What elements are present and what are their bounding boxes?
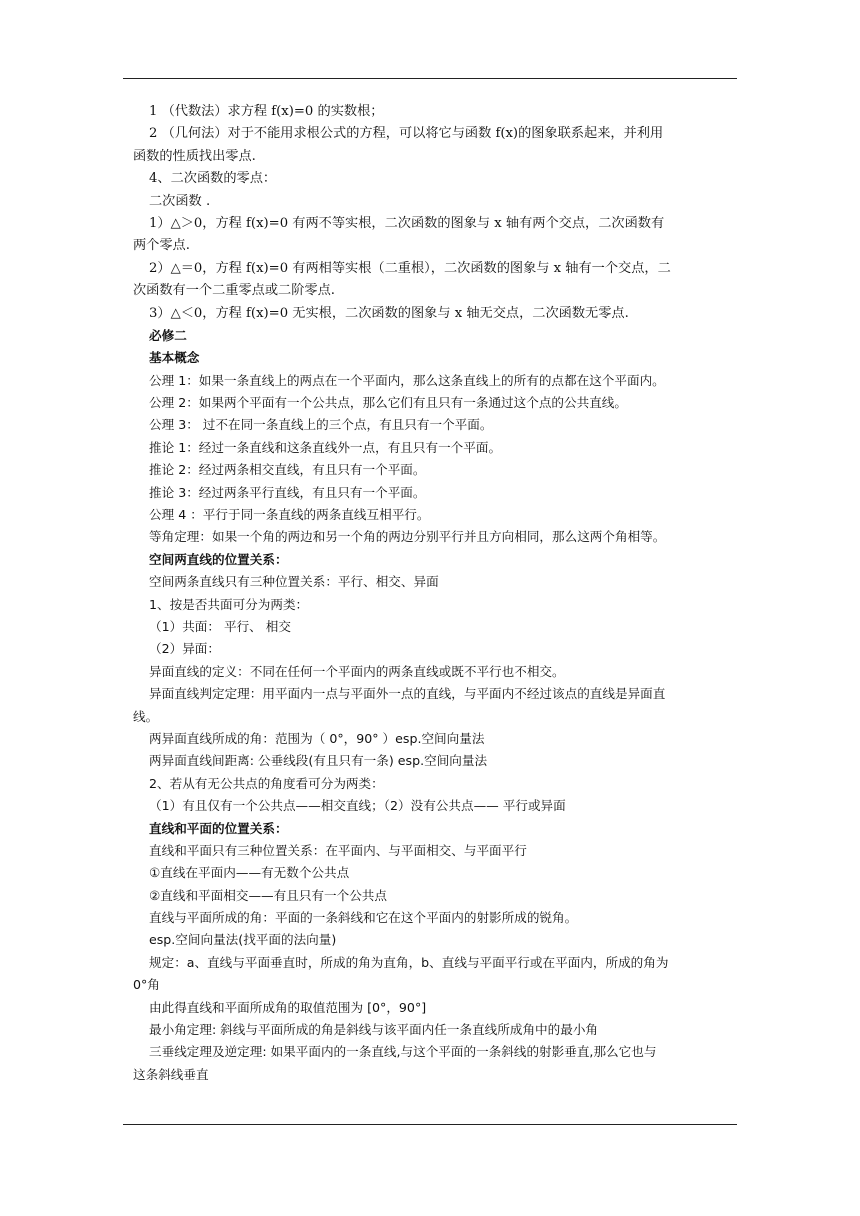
text-line: 公理 4 ：平行于同一条直线的两条直线互相平行。 (149, 507, 430, 523)
text-line: 推论 1：经过一条直线和这条直线外一点，有且只有一个平面。 (149, 439, 502, 455)
text-line: 4、二次函数的零点： (149, 171, 277, 187)
text-line: 2、若从有无公共点的角度看可分为两类： (149, 775, 384, 791)
text-line: 公理 1：如果一条直线上的两点在一个平面内，那么这条直线上的所有的点都在这个平面内。 (149, 372, 665, 388)
text-line: 两个零点. (133, 238, 190, 254)
text-line: 这条斜线垂直 (133, 1066, 209, 1082)
text-line: 线。 (133, 708, 159, 724)
text-line: 推论 2：经过两条相交直线，有且只有一个平面。 (149, 462, 426, 478)
text-line: 二次函数 . (149, 193, 211, 209)
text-line: 异面直线的定义：不同在任何一个平面内的两条直线或既不平行也不相交。 (149, 663, 565, 679)
text-line: 由此得直线和平面所成角的取值范围为 [0°，90°] (149, 999, 427, 1015)
text-line: 次函数有一个二重零点或二阶零点. (133, 283, 336, 299)
text-line: 最小角定理: 斜线与平面所成的角是斜线与该平面内任一条直线所成角中的最小角 (149, 1022, 599, 1038)
section-heading: 空间两直线的位置关系： (149, 551, 288, 567)
text-line: 1、按是否共面可分为两类： (149, 596, 309, 612)
text-line: （2）异面： (149, 641, 220, 657)
text-line: 等角定理：如果一个角的两边和另一个角的两边分别平行并且方向相同，那么这两个角相等。 (149, 529, 666, 545)
text-line: 异面直线判定定理：用平面内一点与平面外一点的直线，与平面内不经过该点的直线是异面直 (149, 686, 666, 702)
text-line: （1）共面： 平行、 相交 (149, 618, 291, 634)
section-heading: 直线和平面的位置关系： (149, 820, 288, 836)
text-line: 规定：a、直线与平面垂直时，所成的角为直角，b、直线与平面平行或在平面内，所成的角为 (149, 954, 669, 970)
text-line: 两异面直线间距离: 公垂线段(有且只有一条) esp.空间向量法 (149, 753, 488, 769)
section-heading: 必修二 (149, 327, 187, 343)
text-line: （1）有且仅有一个公共点——相交直线；（2）没有公共点—— 平行或异面 (149, 798, 566, 814)
text-line: 0°角 (133, 977, 160, 993)
text-line: 推论 3：经过两条平行直线，有且只有一个平面。 (149, 484, 426, 500)
text-line: 三垂线定理及逆定理: 如果平面内的一条直线,与这个平面的一条斜线的射影垂直,那么它也与 (149, 1044, 657, 1060)
section-heading: 基本概念 (149, 350, 200, 366)
text-line: 公理 2：如果两个平面有一个公共点，那么它们有且只有一条通过这个点的公共直线。 (149, 395, 627, 411)
text-line: 1 （代数法）求方程 f(x)=0 的实数根； (149, 104, 384, 119)
text-line: 公理 3： 过不在同一条直线上的三个点，有且只有一个平面。 (149, 417, 493, 433)
document-body (133, 101, 747, 1086)
text-line: 3）△＜0，方程 f(x)=0 无实根，二次函数的图象与 x 轴无交点，二次函数无零点. (149, 305, 629, 321)
text-line: 两异面直线所成的角：范围为（ 0°，90° ）esp.空间向量法 (149, 730, 485, 746)
header-rule (123, 78, 737, 79)
text-line: ①直线在平面内——有无数个公共点 (149, 865, 350, 881)
text-line: 空间两条直线只有三种位置关系：平行、相交、异面 (149, 574, 439, 590)
text-line: 直线和平面只有三种位置关系：在平面内、与平面相交、与平面平行 (149, 842, 527, 858)
footer-rule (123, 1124, 737, 1125)
text-line: 2 （几何法）对于不能用求根公式的方程，可以将它与函数 f(x)的图象联系起来，并利用 (149, 126, 664, 142)
text-line: esp.空间向量法(找平面的法向量) (149, 932, 337, 948)
text-line: 1）△＞0，方程 f(x)=0 有两不等实根，二次函数的图象与 x 轴有两个交点，二次函数有 (149, 215, 665, 231)
text-line: 函数的性质找出零点. (133, 148, 256, 164)
text-line: 直线与平面所成的角：平面的一条斜线和它在这个平面内的射影所成的锐角。 (149, 910, 578, 926)
text-line: 2）△＝0，方程 f(x)=0 有两相等实根（二重根），二次函数的图象与 x 轴有一个交点，二 (149, 260, 671, 276)
text-line: ②直线和平面相交——有且只有一个公共点 (149, 887, 387, 903)
